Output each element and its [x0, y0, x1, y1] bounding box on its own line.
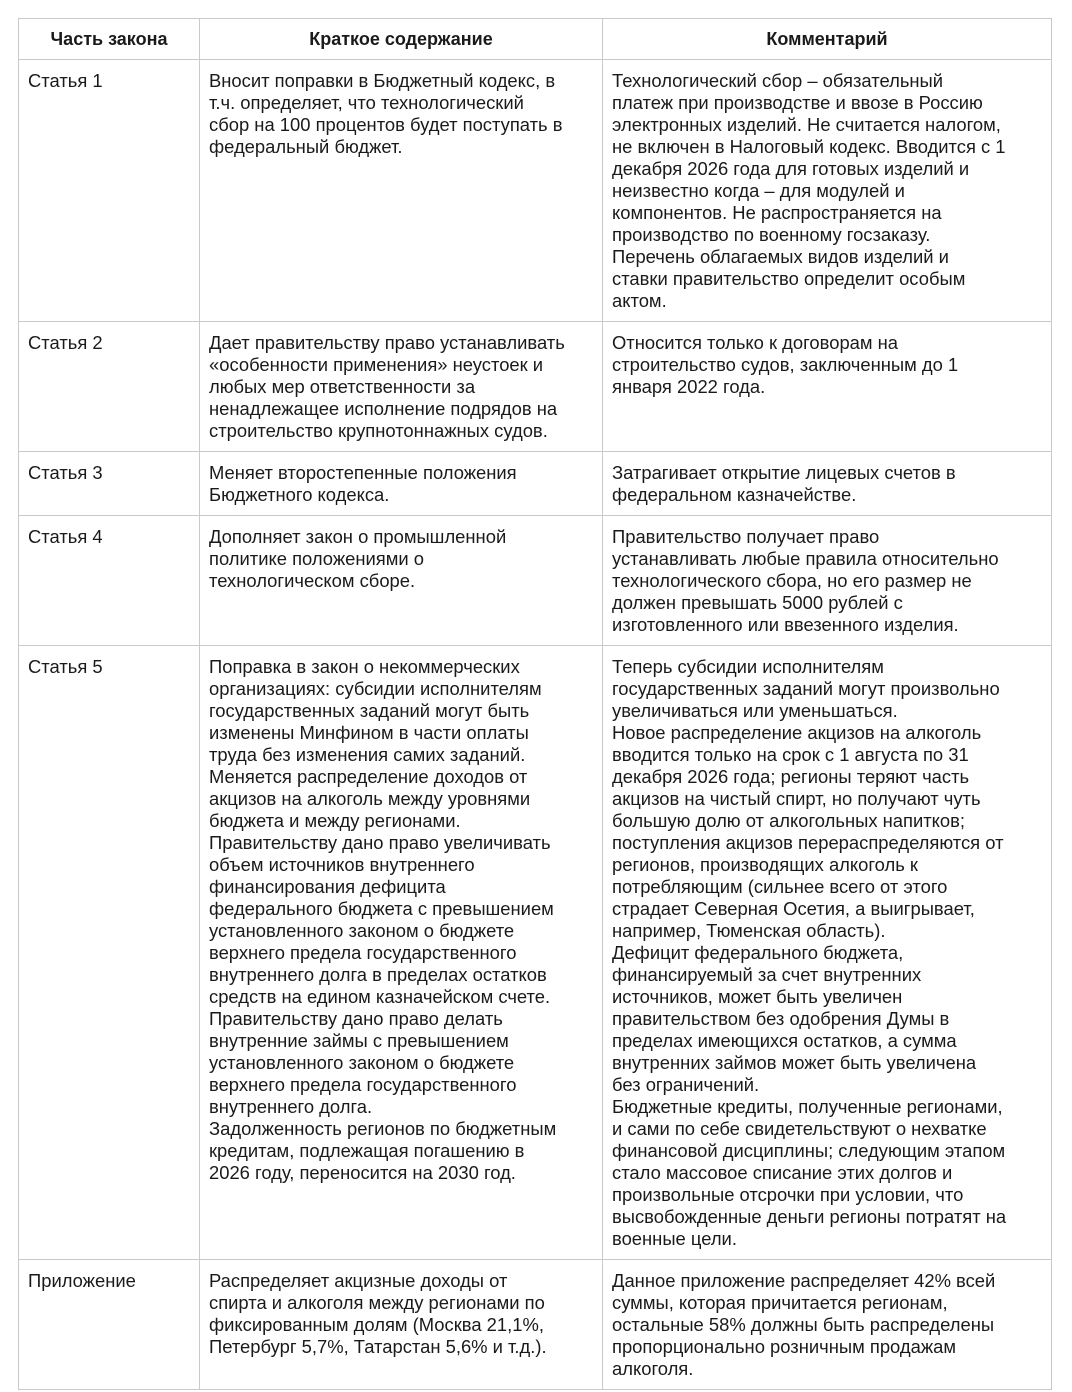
comment-text: Теперь субсидии исполнителям государственных заданий могут произвольно увеличиваться или уменьшаться. Новое распределение акцизов на алкоголь вводится только на срок с 1 августа по 31 декабря 2026 года; регионы теряют часть акцизов на чистый спирт, но получают чуть большую долю от алкогольных напитков; поступления акцизов перераспределяются от регионов, производящих алкоголь к потребляющим (сильнее всего от этого страдает Северная Осетия, а выигрывает, например, Тюменская область). Дефицит федерального бюджета, финансируемый за счет внутренних источников, может быть увеличен правительством без одобрения Думы в пределах имеющихся остатков, а сумма внутренних займов может быть увеличена без ограничений. Бюджетные кредиты, полученные регионами, и сами по себе свидетельствуют о нехватке финансовой дисциплины; следующим этапом стало массовое списание этих долгов и произвольные отсрочки при условии, что высвобожденные деньги регионы потратят на военные цели.: [612, 656, 1007, 1249]
comment-cell: [603, 646, 1052, 1260]
summary-text: Распределяет акцизные доходы от спирта и алкоголя между регионами по фиксированным долям (Москва 21,1%, Петербург 5,7%, Татарстан 5,6% и т.д.).: [209, 1270, 547, 1357]
comment-cell: [603, 1260, 1052, 1390]
table-row: [19, 452, 1052, 516]
summary-text: Дает правительству право устанавливать «особенности применения» неустоек и любых мер ответственности за ненадлежащее исполнение подрядов на строительство крупнотоннажных судов.: [209, 332, 565, 441]
summary-text: Меняет второстепенные положения Бюджетного кодекса.: [209, 462, 517, 505]
part-cell: [19, 452, 200, 516]
summary-cell: [200, 60, 603, 322]
part-text: Статья 2: [28, 332, 103, 353]
table-row: [19, 1260, 1052, 1390]
table-row: [19, 322, 1052, 452]
summary-cell: [200, 322, 603, 452]
table-header-row: [19, 19, 1052, 60]
summary-cell: [200, 516, 603, 646]
comment-text: Технологический сбор – обязательный платеж при производстве и ввозе в Россию электронных изделий. Не считается налогом, не включен в Налоговый кодекс. Вводится с 1 декабря 2026 года для готовых изделий и неизвестно когда – для модулей и компонентов. Не распространяется на производство по военному госзаказу. Перечень облагаемых видов изделий и ставки правительство определит особым актом.: [612, 70, 1006, 311]
part-cell: [19, 516, 200, 646]
comment-cell: [603, 60, 1052, 322]
part-text: Статья 4: [28, 526, 103, 547]
comment-text: Затрагивает открытие лицевых счетов в федеральном казначействе.: [612, 462, 956, 505]
part-text: Статья 5: [28, 656, 103, 677]
part-text: Статья 1: [28, 70, 103, 91]
summary-text: Поправка в закон о некоммерческих организациях: субсидии исполнителям государственных заданий могут быть изменены Минфином в части оплаты труда без изменения самих заданий. Меняется распределение доходов от акцизов на алкоголь между уровнями бюджета и между регионами. Правительству дано право увеличивать объем источников внутреннего финансирования дефицита федерального бюджета с превышением установленного законом о бюджете верхнего предела государственного внутреннего долга в пределах остатков средств на едином казначейском счете. Правительству дано право делать внутренние займы с превышением установленного законом о бюджете верхнего предела государственного внутреннего долга. Задолженность регионов по бюджетным кредитам, подлежащая погашению в 2026 году, переносится на 2030 год.: [209, 656, 557, 1183]
part-text: Статья 3: [28, 462, 103, 483]
comment-text: Правительство получает право устанавливать любые правила относительно технологического сбора, но его размер не должен превышать 5000 рублей с изготовленного или ввезенного изделия.: [612, 526, 999, 635]
column-header-part: Часть закона: [19, 19, 200, 60]
table-row: [19, 646, 1052, 1260]
comment-text: Данное приложение распределяет 42% всей суммы, которая причитается регионам, остальные 58% должны быть распределены пропорционально розничным продажам алкоголя.: [612, 1270, 996, 1379]
law-parts-table: [18, 18, 1052, 1390]
comment-cell: [603, 322, 1052, 452]
part-cell: [19, 60, 200, 322]
part-cell: [19, 322, 200, 452]
table-row: [19, 60, 1052, 322]
summary-cell: [200, 646, 603, 1260]
summary-text: Дополняет закон о промышленной политике положениями о технологическом сборе.: [209, 526, 507, 591]
summary-cell: [200, 1260, 603, 1390]
comment-cell: [603, 452, 1052, 516]
part-cell: [19, 646, 200, 1260]
part-cell: [19, 1260, 200, 1390]
part-text: Приложение: [28, 1270, 136, 1291]
comment-text: Относится только к договорам на строительство судов, заключенным до 1 января 2022 года.: [612, 332, 959, 397]
column-header-comment: Комментарий: [603, 19, 1052, 60]
summary-cell: [200, 452, 603, 516]
table-row: [19, 516, 1052, 646]
summary-text: Вносит поправки в Бюджетный кодекс, в т.ч. определяет, что технологический сбор на 100 процентов будет поступать в федеральный бюджет.: [209, 70, 563, 157]
column-header-summary: Краткое содержание: [200, 19, 603, 60]
comment-cell: [603, 516, 1052, 646]
